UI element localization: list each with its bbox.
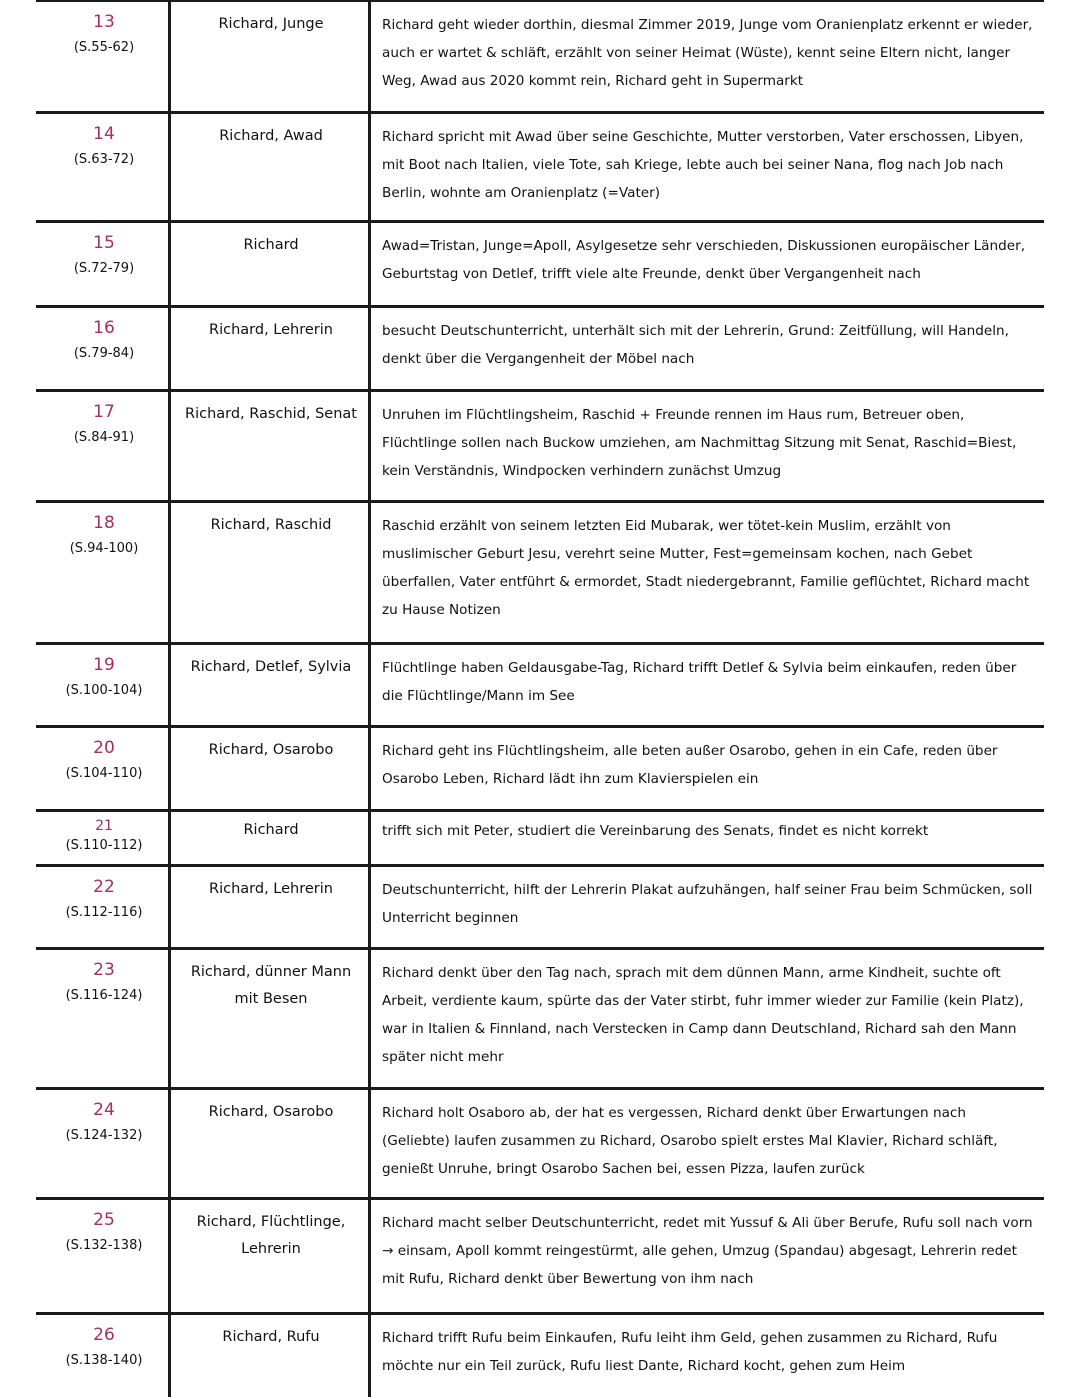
chapter-number: 17	[93, 402, 115, 422]
summary-cell	[382, 2, 1034, 95]
page-range: (S.94-100)	[69, 541, 139, 556]
characters-text: Richard, Detlef, Sylvia	[190, 659, 352, 675]
table-row	[0, 867, 1080, 947]
page-range: (S.112-116)	[65, 905, 143, 920]
summary-text: Richard trifft Rufu beim Einkaufen, Rufu leiht ihm Geld, gehen zusammen zu Richard, Rufu möchte nur ein Teil zurück, Rufu liest Dante, Richard kocht, gehen zum Heim	[382, 1330, 998, 1374]
chapter-number: 15	[93, 233, 115, 253]
chapter-number: 20	[93, 738, 115, 758]
characters-text: Richard	[243, 237, 299, 253]
table-row	[0, 114, 1080, 220]
characters-text: Richard, Lehrerin	[209, 322, 333, 338]
page-range: (S.72-79)	[73, 261, 135, 276]
table-row	[0, 503, 1080, 642]
summary-text: Richard geht ins Flüchtlingsheim, alle beten außer Osarobo, gehen in ein Cafe, reden über Osarobo Leben, Richard lädt ihn zum Klavierspielen ein	[382, 743, 998, 787]
page-range: (S.138-140)	[65, 1353, 143, 1368]
characters-cell	[174, 812, 368, 844]
characters-text: Richard, dünner Mann mit Besen	[190, 964, 352, 1007]
characters-text: Richard, Raschid, Senat	[185, 406, 357, 422]
summary-cell	[382, 1315, 1034, 1380]
table-row	[0, 1090, 1080, 1197]
page-range: (S.100-104)	[65, 683, 143, 698]
summary-cell	[382, 308, 1034, 373]
characters-text: Richard, Junge	[218, 16, 324, 32]
summary-text: Richard geht wieder dorthin, diesmal Zimmer 2019, Junge vom Oranienplatz erkennt er wieder, auch er wartet & schläft, erzählt von seiner Heimat (Wüste), kennt seine Eltern nicht, langer Weg, Awad aus 2020 kommt rein, Richard geht in Supermarkt	[382, 17, 1033, 89]
page-range: (S.116-124)	[65, 988, 143, 1003]
chapter-number: 13	[93, 12, 115, 32]
characters-cell	[174, 114, 368, 150]
table-row	[0, 308, 1080, 389]
summary-text: Richard holt Osaboro ab, der hat es vergessen, Richard denkt über Erwartungen nach (Geliebte) laufen zusammen zu Richard, Osarobo spielt erstes Mal Klavier, Richard schläft, genießt Unruhe, bringt Osarobo Sachen bei, essen Pizza, laufen zurück	[382, 1105, 998, 1177]
characters-text: Richard, Raschid	[210, 517, 332, 533]
summary-text: Flüchtlinge haben Geldausgabe-Tag, Richard trifft Detlef & Sylvia beim einkaufen, reden über die Flüchtlinge/Mann im See	[382, 660, 1017, 704]
page-range: (S.79-84)	[73, 346, 135, 361]
summary-cell	[382, 812, 1034, 845]
table-row	[0, 728, 1080, 809]
characters-cell	[174, 392, 368, 428]
characters-cell	[174, 1090, 368, 1126]
table-row	[0, 392, 1080, 500]
summary-text: besucht Deutschunterricht, unterhält sich mit der Lehrerin, Grund: Zeitfüllung, will Handeln, denkt über die Vergangenheit der Möbel nach	[382, 323, 1009, 367]
chapter-cell	[40, 308, 168, 365]
chapter-cell	[40, 392, 168, 449]
summary-cell	[382, 728, 1034, 793]
characters-cell	[174, 645, 368, 681]
chapter-number: 24	[93, 1100, 115, 1120]
table-row	[0, 2, 1080, 111]
characters-text: Richard, Rufu	[222, 1329, 320, 1345]
summary-text: Richard macht selber Deutschunterricht, redet mit Yussuf & Ali über Berufe, Rufu soll nach vorn → einsam, Apoll kommt reingestürmt, alle gehen, Umzug (Spandau) abgesagt, Lehrerin redet mit Rufu, Richard denkt über Bewertung von ihm nach	[382, 1215, 1033, 1287]
summary-text: Raschid erzählt von seinem letzten Eid Mubarak, wer tötet-kein Muslim, erzählt von muslimischer Geburt Jesu, verehrt seine Mutter, Fest=gemeinsam kochen, nach Gebet überfallen, Vater entführt & ermordet, Stadt niedergebrannt, Familie geflüchtet, Richard macht zu Hause Notizen	[382, 518, 1030, 618]
page-range: (S.104-110)	[65, 766, 143, 781]
summary-cell	[382, 645, 1034, 710]
characters-text: Richard, Osarobo	[208, 1104, 334, 1120]
summary-cell	[382, 1090, 1034, 1183]
summary-cell	[382, 1200, 1034, 1293]
page-range: (S.110-112)	[65, 838, 143, 853]
chapter-number: 26	[93, 1325, 115, 1345]
chapter-cell	[40, 2, 168, 59]
summary-cell	[382, 223, 1034, 288]
chapter-number: 18	[93, 513, 115, 533]
characters-cell	[174, 308, 368, 344]
chapter-number: 16	[93, 318, 115, 338]
characters-cell	[174, 1315, 368, 1351]
chapter-number: 22	[93, 877, 115, 897]
summary-text: Richard spricht mit Awad über seine Geschichte, Mutter verstorben, Vater erschossen, Libyen, mit Boot nach Italien, viele Tote, sah Kriege, lebte auch bei seiner Nana, flog nach Job nach Berlin, wohnte am Oranienplatz (=Vater)	[382, 129, 1024, 201]
characters-cell	[174, 867, 368, 903]
chapter-number: 23	[93, 960, 115, 980]
chapter-cell	[40, 1315, 168, 1372]
table-row	[0, 223, 1080, 305]
chapter-number: 25	[93, 1210, 115, 1230]
summary-cell	[382, 114, 1034, 207]
chapter-cell	[40, 1200, 168, 1257]
chapter-cell	[40, 728, 168, 785]
characters-text: Richard, Osarobo	[208, 742, 334, 758]
table-row	[0, 1315, 1080, 1397]
summary-cell	[382, 392, 1034, 485]
characters-cell	[174, 503, 368, 539]
chapter-number: 14	[93, 124, 115, 144]
characters-cell	[174, 223, 368, 259]
chapter-number: 19	[93, 655, 115, 675]
page-range: (S.132-138)	[65, 1238, 143, 1253]
summary-text: Deutschunterricht, hilft der Lehrerin Plakat aufzuhängen, half seiner Frau beim Schmücken, soll Unterricht beginnen	[382, 882, 1033, 926]
characters-text: Richard, Awad	[219, 128, 323, 144]
page-range: (S.124-132)	[65, 1128, 143, 1143]
summary-text: trifft sich mit Peter, studiert die Vereinbarung des Senats, findet es nicht korrekt	[382, 823, 929, 839]
characters-text: Richard, Flüchtlinge, Lehrerin	[196, 1214, 346, 1257]
summary-text: Awad=Tristan, Junge=Apoll, Asylgesetze sehr verschieden, Diskussionen europäischer Länder, Geburtstag von Detlef, trifft viele alte Freunde, denkt über Vergangenheit nach	[382, 238, 1026, 282]
table-row	[0, 1200, 1080, 1312]
page-range: (S.55-62)	[73, 40, 135, 55]
chapter-cell	[40, 645, 168, 702]
summary-text: Richard denkt über den Tag nach, sprach mit dem dünnen Mann, arme Kindheit, suchte oft Arbeit, verdiente kaum, spürte das der Vater stirbt, fuhr immer wieder zur Familie (kein Platz), war in Italien & Finnland, nach Verstecken in Camp dann Deutschland, Richard sah den Mann später nicht mehr	[382, 965, 1024, 1065]
characters-cell	[174, 728, 368, 764]
chapter-cell	[40, 1090, 168, 1147]
characters-text: Richard	[243, 822, 299, 838]
page-range: (S.84-91)	[73, 430, 135, 445]
table-row	[0, 950, 1080, 1087]
chapter-cell	[40, 867, 168, 924]
summary-text: Unruhen im Flüchtlingsheim, Raschid + Freunde rennen im Haus rum, Betreuer oben, Flüchtlinge sollen nach Buckow umziehen, am Nachmittag Sitzung mit Senat, Raschid=Biest, kein Verständnis, Windpocken verhindern zunächst Umzug	[382, 407, 1017, 479]
table-row	[0, 812, 1080, 864]
chapter-cell	[40, 223, 168, 280]
characters-cell	[174, 1200, 368, 1263]
chapter-cell	[40, 503, 168, 560]
characters-cell	[174, 2, 368, 38]
summary-cell	[382, 867, 1034, 932]
characters-text: Richard, Lehrerin	[209, 881, 333, 897]
chapter-cell	[40, 114, 168, 171]
chapter-cell	[40, 812, 168, 855]
summary-cell	[382, 503, 1034, 624]
summary-cell	[382, 950, 1034, 1071]
page-range: (S.63-72)	[73, 152, 135, 167]
characters-cell	[174, 950, 368, 1013]
chapter-number: 21	[95, 818, 113, 834]
table-row	[0, 645, 1080, 725]
chapter-cell	[40, 950, 168, 1007]
